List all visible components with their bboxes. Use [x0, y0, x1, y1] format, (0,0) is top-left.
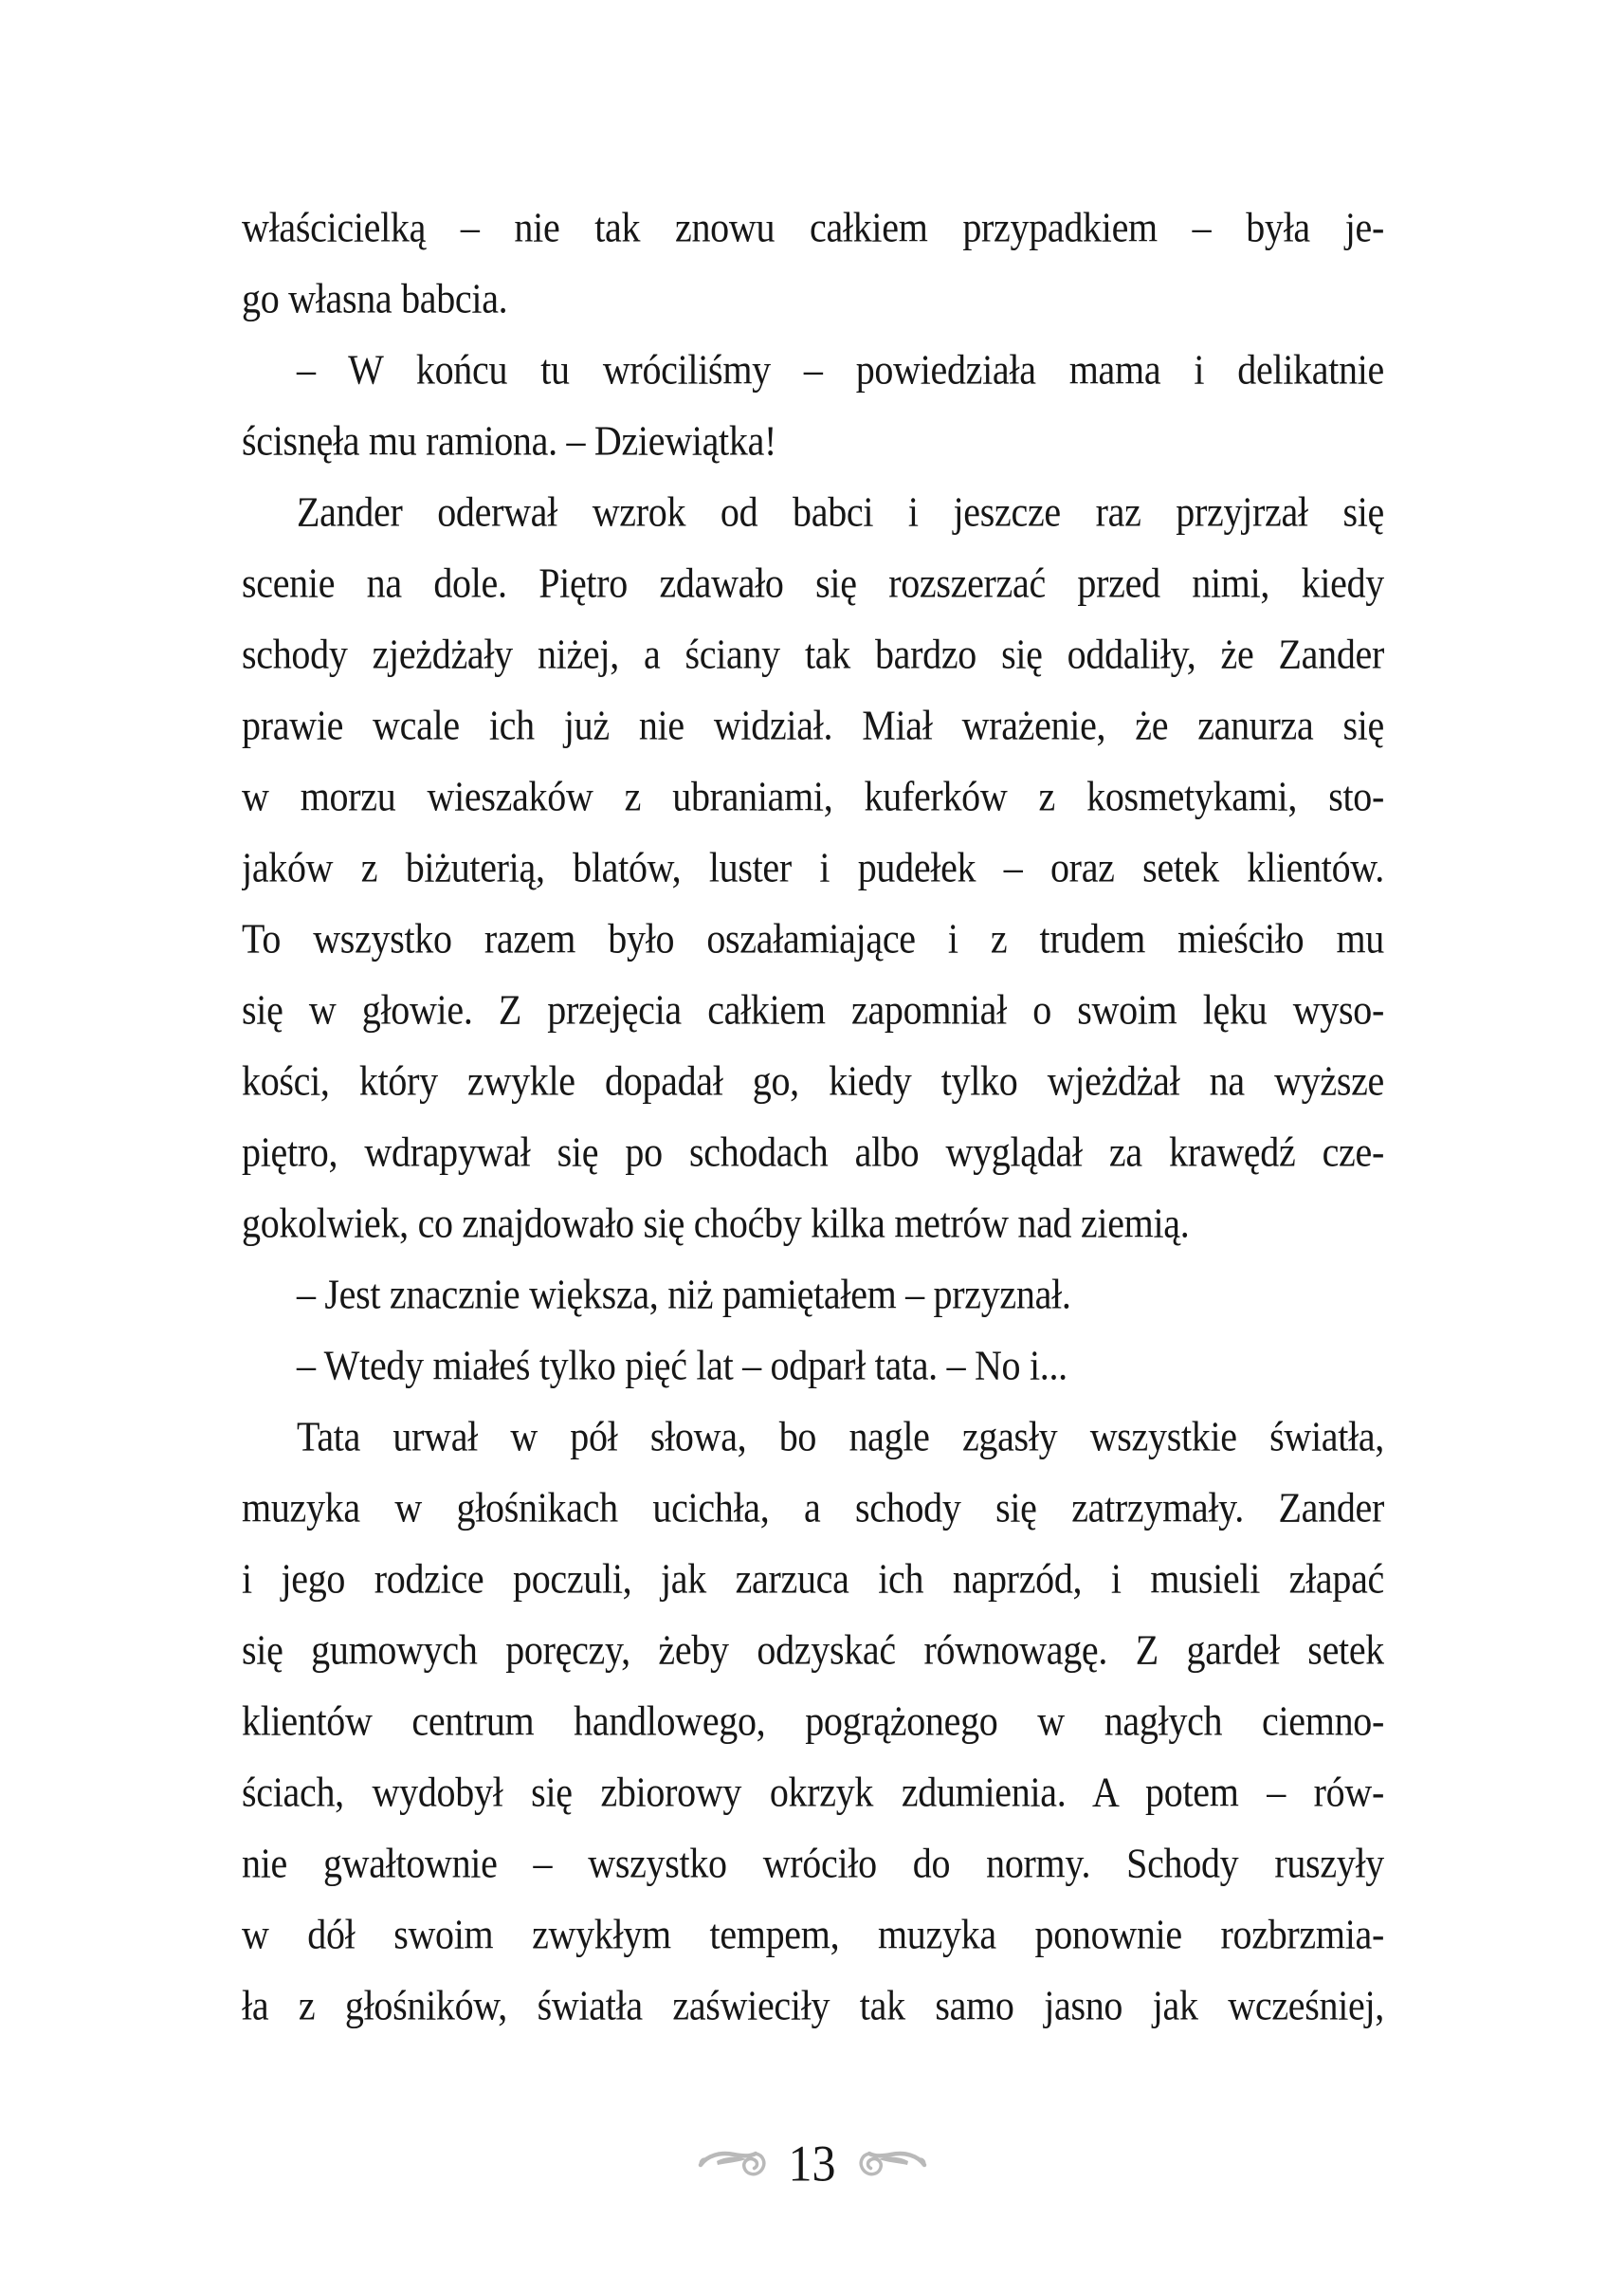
- text-line: i jego rodzice poczuli, jak zarzuca ich naprzód, i musieli złapać: [242, 1554, 1384, 1603]
- text-line: kości, który zwykle dopadał go, kiedy tylko wjeżdżał na wyższe: [242, 1056, 1384, 1105]
- text-line: w dół swoim zwykłym tempem, muzyka ponownie rozbrzmia-: [242, 1910, 1384, 1958]
- text-line: gokolwiek, co znajdowało się choćby kilka metrów nad ziemią.: [242, 1199, 1190, 1247]
- text-line: schody zjeżdżały niżej, a ściany tak bardzo się oddaliły, że Zander: [242, 630, 1384, 678]
- text-line: Tata urwał w pół słowa, bo nagle zgasły wszystkie światła,: [297, 1412, 1384, 1460]
- text-block: [242, 192, 1384, 2041]
- text-line: Zander oderwał wzrok od babci i jeszcze raz przyjrzał się: [297, 487, 1384, 536]
- text-line: ła z głośników, światła zaświeciły tak samo jasno jak wcześniej,: [242, 1981, 1384, 2029]
- text-line: w morzu wieszaków z ubraniami, kuferków z kosmetykami, sto-: [242, 772, 1384, 820]
- text-line: piętro, wdrapywał się po schodach albo wyglądał za krawędź cze-: [242, 1128, 1384, 1176]
- text-line: się w głowie. Z przejęcia całkiem zapomniał o swoim lęku wyso-: [242, 985, 1384, 1034]
- text-line: klientów centrum handlowego, pogrążonego w nagłych ciemno-: [242, 1696, 1384, 1745]
- page-footer: [0, 2124, 1624, 2202]
- flourish-ornament-left-icon: [698, 2145, 768, 2181]
- text-line: się gumowych poręczy, żeby odzyskać równowagę. Z gardeł setek: [242, 1625, 1384, 1674]
- text-line: nie gwałtownie – wszystko wróciło do normy. Schody ruszyły: [242, 1839, 1384, 1887]
- text-line: – W końcu tu wróciliśmy – powiedziała mama i delikatnie: [297, 345, 1384, 394]
- text-line: prawie wcale ich już nie widział. Miał wrażenie, że zanurza się: [242, 701, 1384, 749]
- text-line: – Jest znacznie większa, niż pamiętałem – przyznał.: [297, 1270, 1071, 1318]
- page-number: 13: [788, 2134, 836, 2192]
- text-line: To wszystko razem było oszałamiające i z trudem mieściło mu: [242, 914, 1384, 963]
- flourish-ornament-right-icon: [857, 2145, 927, 2181]
- text-line: scenie na dole. Piętro zdawało się rozszerzać przed nimi, kiedy: [242, 559, 1384, 607]
- text-line: go własna babcia.: [242, 274, 508, 322]
- text-line: – Wtedy miałeś tylko pięć lat – odparł tata. – No i...: [297, 1341, 1067, 1389]
- text-line: ściach, wydobył się zbiorowy okrzyk zdumienia. A potem – rów-: [242, 1768, 1384, 1816]
- text-line: muzyka w głośnikach ucichła, a schody się zatrzymały. Zander: [242, 1483, 1384, 1531]
- text-line: jaków z biżuterią, blatów, luster i pudełek – oraz setek klientów.: [242, 843, 1384, 891]
- text-line: ścisnęła mu ramiona. – Dziewiątka!: [242, 416, 777, 465]
- text-line: właścicielką – nie tak znowu całkiem przypadkiem – była je-: [242, 203, 1384, 251]
